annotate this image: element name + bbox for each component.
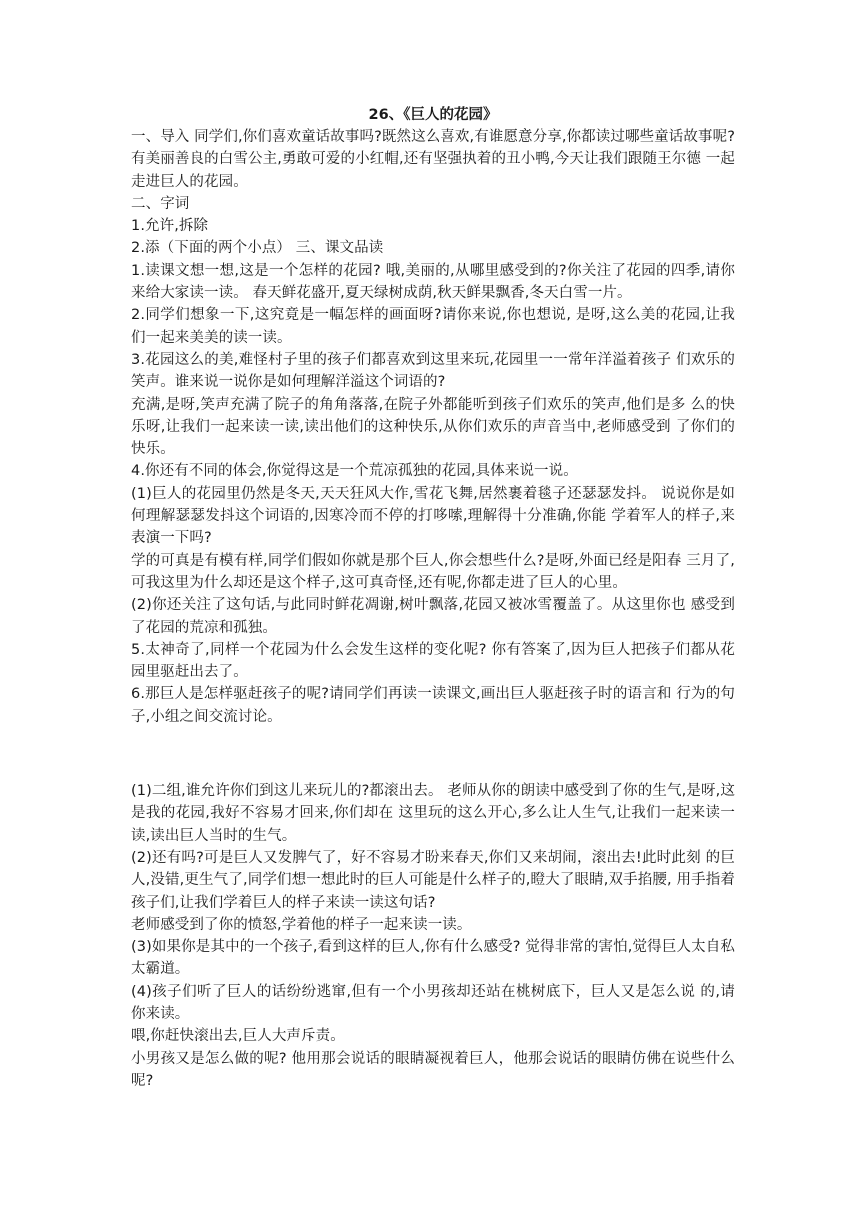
discussion-item-1: (1)二组,谁允许你们到这儿来玩儿的?都滚出去。 老师从你的朗读中感受到了你的生气,是呀,这是我的花园,我好不容易才回来,你们却在 这里玩的这么开心,多么让人生气,让我们一起来读一读,读出巨人当时的生气。 [131,783,735,844]
reading-point-4-sub-1: (1)巨人的花园里仍然是冬天,天天狂风大作,雪花飞舞,居然裹着毯子还瑟瑟发抖。 说说你是如何理解瑟瑟发抖这个词语的,因寒冷而不停的打哆嗦,理解得十分准确,你能 学着军人的样子,来表演一下吗? [131,485,735,547]
reading-point-4-sub-2: (2)你还关注了这句话,与此同时鲜花凋谢,树叶飘落,花园又被冰雪覆盖了。从这里你也 感受到了花园的荒凉和孤独。 [131,597,735,636]
reading-point-2: 2.同学们想象一下,这究竟是一幅怎样的画面呀?请你来说,你也想说, 是呀,这么美的花园,让我们一起来美美的读一读。 [131,307,735,346]
discussion-item-2: (2)还有吗?可是巨人又发脾气了，好不容易才盼来春天,你们又来胡闹，滚出去!此时此刻 的巨人,没错,更生气了,同学们想一想此时的巨人可能是什么样子的,瞪大了眼睛,双手掐腰, 用手指着孩子们,让我们学着巨人的样子来读一读这句话? [131,849,735,911]
reading-point-4: 4.你还有不同的体会,你觉得这是一个荒凉孤独的花园,具体来说一说。 [131,463,578,480]
reading-point-1: 1.读课文想一想,这是一个怎样的花园? 哦,美丽的,从哪里感受到的?你关注了花园的四季,请你来给大家读一读。 春天鲜花盛开,夏天绿树成荫,秋天鲜果飘香,冬天白雪一片。 [131,262,735,302]
heading-vocabulary: 二、字词 [131,195,190,212]
discussion-item-3: (3)如果你是其中的一个孩子,看到这样的巨人,你有什么感受? 觉得非常的害怕,觉得巨人太自私太霸道。 [131,939,735,978]
discussion-item-2-followup: 老师感受到了你的愤怒,学着他的样子一起来读一读。 [131,916,472,933]
section-spacer [131,728,735,780]
reading-point-4-sub-1-followup: 学的可真是有模有样,同学们假如你就是那个巨人,你会想些什么?是呀,外面已经是阳春 三月了, 可我这里为什么却还是这个样子,这可真奇怪,还有呢,你都走进了巨人的心里。 [131,552,735,591]
paragraph-intro: 一、导入 同学们,你们喜欢童话故事吗?既然这么喜欢,有谁愿意分享,你都读过哪些童话故事呢? 有美丽善良的白雪公主,勇敢可爱的小红帽,还有坚强执着的丑小鸭,今天让我们跟随王尔德 一起走进巨人的花园。 [131,129,735,190]
giant-quote: 喂,你赶快滚出去,巨人大声斥责。 [131,1028,345,1045]
vocabulary-item-1: 1.允许,拆除 [131,218,209,235]
reading-point-6: 6.那巨人是怎样驱赶孩子的呢?请同学们再读一读课文,画出巨人驱赶孩子时的语言和 行为的句子,小组之间交流讨论。 [131,686,735,725]
vocabulary-item-2: 2.添（下面的两个小点） 三、课文品读 [131,240,384,257]
reading-point-3: 3.花园这么的美,难怪村子里的孩子们都喜欢到这里来玩,花园里一一常年洋溢着孩子 们欢乐的笑声。谁来说一说你是如何理解洋溢这个词语的? [131,351,735,391]
discussion-item-4: (4)孩子们听了巨人的话纷纷逃窜,但有一个小男孩却还站在桃树底下，巨人又是怎么说 的,请你来读。 [131,983,735,1022]
reading-point-3-explanation: 充满,是呀,笑声充满了院子的角角落落,在院子外都能听到孩子们欢乐的笑声,他们是多 么的快乐呀,让我们一起来读一读,读出他们的这种快乐,从你们欢乐的声音当中,老师感受到 了你们的快乐。 [131,396,735,458]
reading-point-5: 5.太神奇了,同样一个花园为什么会发生这样的变化呢? 你有答案了,因为巨人把孩子们都从花园里驱赶出去了。 [131,641,735,681]
document-page [131,104,735,1092]
closing-question: 小男孩又是怎么做的呢? 他用那会说话的眼睛凝视着巨人，他那会说话的眼睛仿佛在说些什么呢? [131,1050,735,1089]
page-title: 26、《巨人的花园》 [368,107,498,123]
